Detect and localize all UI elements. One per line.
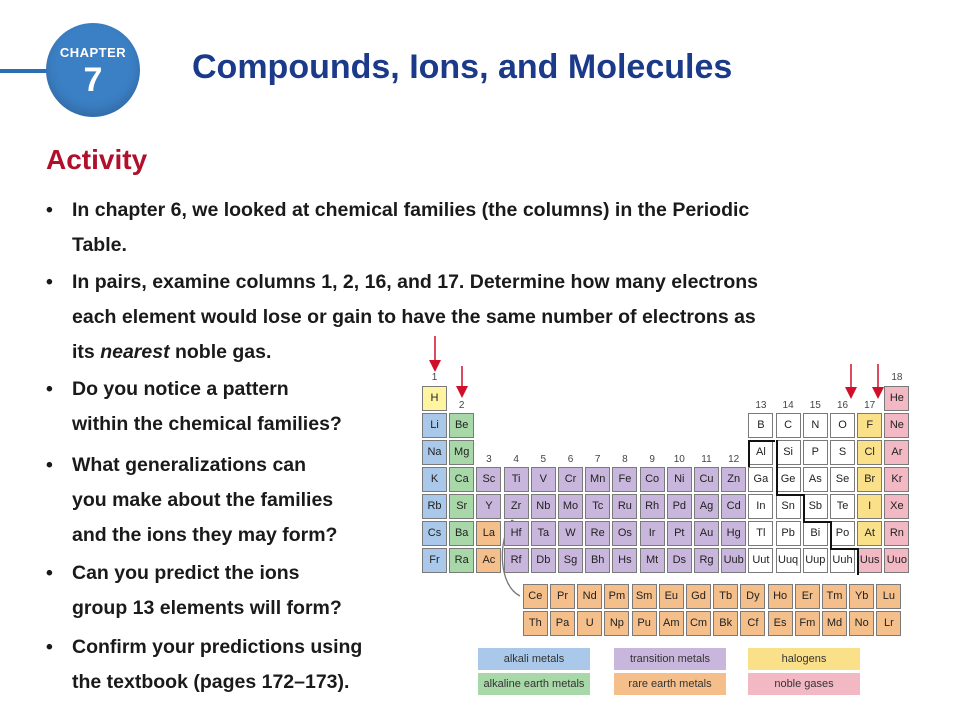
element-er: Er xyxy=(795,584,820,609)
element-be: Be xyxy=(449,413,474,438)
element-os: Os xyxy=(612,521,637,546)
element-kr: Kr xyxy=(884,467,909,492)
element-cm: Cm xyxy=(686,611,711,636)
element-th: Th xyxy=(523,611,548,636)
bullet-4-line-2: you make about the families xyxy=(72,489,334,511)
bullet-2-line-3c: noble gas. xyxy=(169,341,272,363)
element-zn: Zn xyxy=(721,467,746,492)
element-he: He xyxy=(884,386,909,411)
element-uuh: Uuh xyxy=(830,548,855,573)
group-label-6: 6 xyxy=(567,454,574,465)
bullet-3 xyxy=(46,372,342,442)
bullet-2-line-2: each element would lose or gain to have the same number of electrons as xyxy=(72,306,756,328)
bullet-4-line-3: and the ions they may form? xyxy=(72,524,338,546)
element-uuo: Uuo xyxy=(884,548,909,573)
bullet-2-line-3 xyxy=(72,335,758,370)
group-label-13: 13 xyxy=(755,400,767,411)
element-li: Li xyxy=(422,413,447,438)
bullet-5-line-1: Can you predict the ions xyxy=(72,562,300,584)
element-ir: Ir xyxy=(640,521,665,546)
element-gd: Gd xyxy=(686,584,711,609)
bullet-6 xyxy=(46,630,362,700)
element-ti: Ti xyxy=(504,467,529,492)
metalloid-boundary xyxy=(857,548,859,575)
bullet-1-line-1: In chapter 6, we looked at chemical families (the columns) in the Periodic xyxy=(72,199,750,221)
element-uus: Uus xyxy=(857,548,882,573)
element-se: Se xyxy=(830,467,855,492)
element-mo: Mo xyxy=(558,494,583,519)
element-pu: Pu xyxy=(632,611,657,636)
element-uup: Uup xyxy=(803,548,828,573)
element-as: As xyxy=(803,467,828,492)
element-si: Si xyxy=(776,440,801,465)
element-y: Y xyxy=(476,494,501,519)
element-tb: Tb xyxy=(713,584,738,609)
element-br: Br xyxy=(857,467,882,492)
element-pd: Pd xyxy=(667,494,692,519)
element-no: No xyxy=(849,611,874,636)
group-label-10: 10 xyxy=(673,454,685,465)
element-ta: Ta xyxy=(531,521,556,546)
element-cr: Cr xyxy=(558,467,583,492)
element-fe: Fe xyxy=(612,467,637,492)
element-cs: Cs xyxy=(422,521,447,546)
element-o: O xyxy=(830,413,855,438)
element-lu: Lu xyxy=(876,584,901,609)
element-re: Re xyxy=(585,521,610,546)
group-label-2: 2 xyxy=(458,400,465,411)
page-title: Compounds, Ions, and Molecules xyxy=(192,48,733,86)
element-sg: Sg xyxy=(558,548,583,573)
metalloid-boundary xyxy=(748,440,775,442)
bullet-2-line-1: In pairs, examine columns 1, 2, 16, and 17. Determine how many electrons xyxy=(72,271,759,293)
element-sn: Sn xyxy=(776,494,801,519)
element-ne: Ne xyxy=(884,413,909,438)
element-pt: Pt xyxy=(667,521,692,546)
element-pm: Pm xyxy=(604,584,629,609)
element-nd: Nd xyxy=(577,584,602,609)
element-ca: Ca xyxy=(449,467,474,492)
element-ga: Ga xyxy=(748,467,773,492)
bullet-1 xyxy=(46,193,749,263)
element-cu: Cu xyxy=(694,467,719,492)
element-cf: Cf xyxy=(740,611,765,636)
bullet-2 xyxy=(46,265,758,370)
group-label-5: 5 xyxy=(540,454,547,465)
element-db: Db xyxy=(531,548,556,573)
element-f: F xyxy=(857,413,882,438)
element-tm: Tm xyxy=(822,584,847,609)
element-ge: Ge xyxy=(776,467,801,492)
element-pb: Pb xyxy=(776,521,801,546)
metalloid-boundary xyxy=(830,548,857,550)
element-am: Am xyxy=(659,611,684,636)
bullet-dot: • xyxy=(46,636,53,658)
bullet-dot: • xyxy=(46,378,53,400)
bullet-1-line-2: Table. xyxy=(72,234,127,256)
element-md: Md xyxy=(822,611,847,636)
group-label-16: 16 xyxy=(836,400,849,411)
group-label-11: 11 xyxy=(701,454,712,465)
group-label-4: 4 xyxy=(513,454,519,465)
element-bh: Bh xyxy=(585,548,610,573)
element-zr: Zr xyxy=(504,494,529,519)
bullet-dot: • xyxy=(46,199,53,221)
metalloid-boundary xyxy=(776,494,803,496)
section-heading: Activity xyxy=(46,144,148,175)
element-fm: Fm xyxy=(795,611,820,636)
bullet-dot: • xyxy=(46,454,53,476)
element-s: S xyxy=(830,440,855,465)
metalloid-boundary xyxy=(830,521,832,548)
element-v: V xyxy=(531,467,556,492)
legend-noble: noble gases xyxy=(748,673,860,695)
legend-alkaline: alkaline earth metals xyxy=(478,673,590,695)
group-label-9: 9 xyxy=(649,454,655,465)
group-label-14: 14 xyxy=(782,400,794,411)
f-block-connector-head xyxy=(509,520,519,529)
element-ra: Ra xyxy=(449,548,474,573)
group-label-18: 18 xyxy=(891,372,903,383)
element-rb: Rb xyxy=(422,494,447,519)
element-fr: Fr xyxy=(422,548,447,573)
element-pr: Pr xyxy=(550,584,575,609)
element-cl: Cl xyxy=(857,440,882,465)
element-uut: Uut xyxy=(748,548,773,573)
bullet-4-line-1: What generalizations can xyxy=(72,454,307,476)
element-mg: Mg xyxy=(449,440,474,465)
metalloid-boundary xyxy=(803,494,805,521)
emphasis-nearest: nearest xyxy=(100,341,170,363)
group-label-12: 12 xyxy=(728,454,740,465)
element-po: Po xyxy=(830,521,855,546)
element-te: Te xyxy=(830,494,855,519)
element-sc: Sc xyxy=(476,467,501,492)
element-hf: Hf xyxy=(504,521,529,546)
group-label-1: 1 xyxy=(431,372,438,383)
element-co: Co xyxy=(640,467,665,492)
element-eu: Eu xyxy=(659,584,684,609)
element-la: La xyxy=(476,521,501,546)
element-h: H xyxy=(422,386,447,411)
legend-rare: rare earth metals xyxy=(614,673,726,695)
element-yb: Yb xyxy=(849,584,874,609)
element-k: K xyxy=(422,467,447,492)
legend-alkali: alkali metals xyxy=(478,648,590,670)
element-bk: Bk xyxy=(713,611,738,636)
legend-transition: transition metals xyxy=(614,648,726,670)
bullet-2-line-3a: its xyxy=(72,341,101,363)
element-au: Au xyxy=(694,521,719,546)
element-mt: Mt xyxy=(640,548,665,573)
element-in: In xyxy=(748,494,773,519)
group-label-3: 3 xyxy=(486,454,492,465)
element-pa: Pa xyxy=(550,611,575,636)
group-label-8: 8 xyxy=(622,454,628,465)
element-ni: Ni xyxy=(667,467,692,492)
element-ba: Ba xyxy=(449,521,474,546)
element-sb: Sb xyxy=(803,494,828,519)
element-xe: Xe xyxy=(884,494,909,519)
chapter-label: CHAPTER xyxy=(59,45,127,60)
element-np: Np xyxy=(604,611,629,636)
element-al: Al xyxy=(748,440,773,465)
element-i: I xyxy=(857,494,882,519)
bullet-6-line-1: Confirm your predictions using xyxy=(72,636,363,658)
element-hg: Hg xyxy=(721,521,746,546)
element-ho: Ho xyxy=(768,584,793,609)
element-ar: Ar xyxy=(884,440,909,465)
group-label-7: 7 xyxy=(594,454,601,465)
element-b: B xyxy=(748,413,773,438)
element-ru: Ru xyxy=(612,494,637,519)
bullet-5-line-2: group 13 elements will form? xyxy=(72,597,342,619)
bullet-3-line-2: within the chemical families? xyxy=(72,413,342,435)
element-sm: Sm xyxy=(632,584,657,609)
group-label-17: 17 xyxy=(864,400,876,411)
bullet-dot: • xyxy=(46,271,53,293)
chapter-badge xyxy=(46,23,140,117)
element-w: W xyxy=(558,521,583,546)
element-rg: Rg xyxy=(694,548,719,573)
element-u: U xyxy=(577,611,602,636)
element-rn: Rn xyxy=(884,521,909,546)
element-uub: Uub xyxy=(721,548,746,573)
element-ac: Ac xyxy=(476,548,501,573)
legend-halogens: halogens xyxy=(748,648,860,670)
element-bi: Bi xyxy=(803,521,828,546)
element-hs: Hs xyxy=(612,548,637,573)
element-rh: Rh xyxy=(640,494,665,519)
bullet-dot: • xyxy=(46,562,53,584)
element-ag: Ag xyxy=(694,494,719,519)
element-na: Na xyxy=(422,440,447,465)
element-mn: Mn xyxy=(585,467,610,492)
metalloid-boundary xyxy=(776,440,778,494)
element-sr: Sr xyxy=(449,494,474,519)
metalloid-boundary xyxy=(803,521,830,523)
bullet-6-line-2: the textbook (pages 172–173). xyxy=(72,671,350,693)
group-label-15: 15 xyxy=(809,400,821,411)
f-block-connector xyxy=(502,520,520,596)
bullet-4 xyxy=(46,448,337,553)
element-es: Es xyxy=(768,611,793,636)
element-lr: Lr xyxy=(876,611,901,636)
element-tc: Tc xyxy=(585,494,610,519)
element-uuq: Uuq xyxy=(776,548,801,573)
element-rf: Rf xyxy=(504,548,529,573)
element-cd: Cd xyxy=(721,494,746,519)
element-nb: Nb xyxy=(531,494,556,519)
element-n: N xyxy=(803,413,828,438)
element-ds: Ds xyxy=(667,548,692,573)
bullet-5 xyxy=(46,556,342,626)
element-c: C xyxy=(776,413,801,438)
element-tl: Tl xyxy=(748,521,773,546)
element-ce: Ce xyxy=(523,584,548,609)
bullet-3-line-1: Do you notice a pattern xyxy=(72,378,289,400)
chapter-number: 7 xyxy=(83,61,103,99)
element-p: P xyxy=(803,440,828,465)
metalloid-boundary xyxy=(748,440,750,467)
element-at: At xyxy=(857,521,882,546)
element-dy: Dy xyxy=(740,584,765,609)
